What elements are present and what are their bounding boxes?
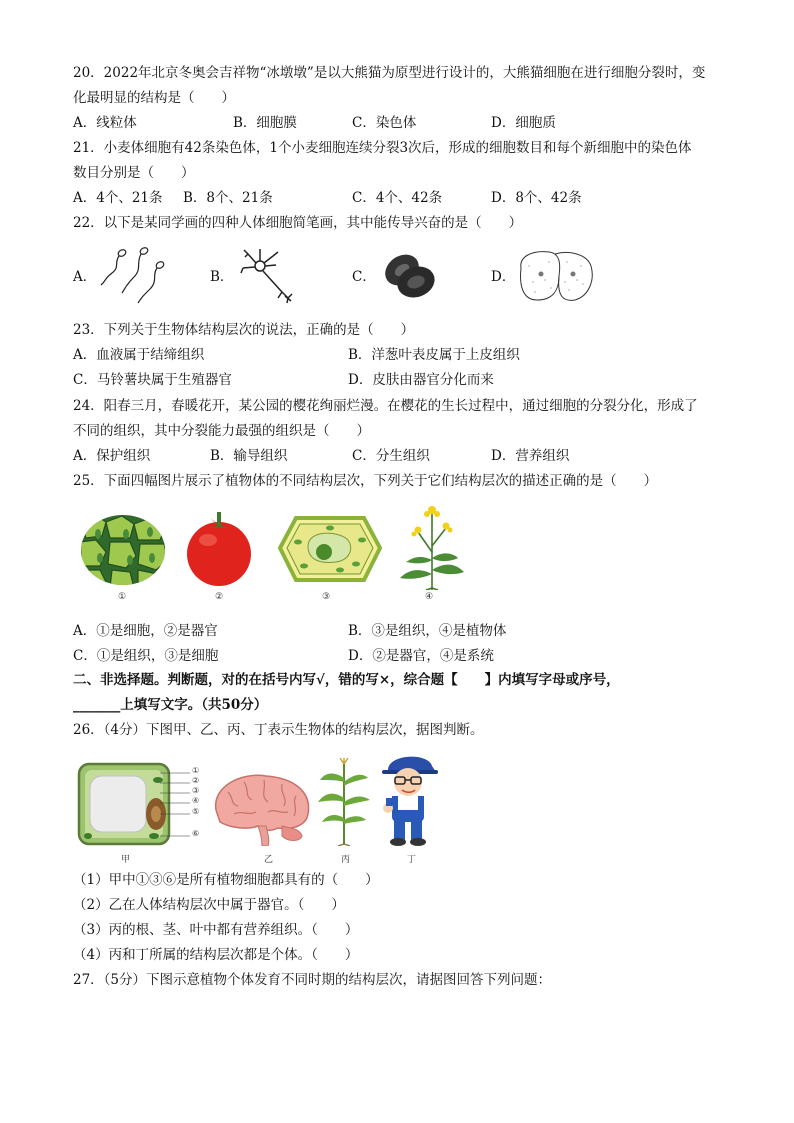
q25-label-4: ④: [425, 592, 434, 602]
q20-option-b: B．细胞膜: [233, 115, 297, 131]
q23-option-c: C．马铃薯块属于生殖器官: [73, 372, 232, 388]
q25-option-d: D．②是器官，④是系统: [348, 648, 494, 664]
q21-option-c: C．4个、42条: [352, 190, 443, 206]
plant-cell-image: [278, 512, 382, 584]
q26-label-jia: 甲: [121, 855, 131, 865]
q20-option-c: C．染色体: [352, 115, 417, 131]
q25-option-c: C．①是组织，③是细胞: [73, 648, 219, 664]
q25-label-3: ③: [322, 592, 331, 602]
q22-stem: 22．以下是某同学画的四种人体细胞简笔画，其中能传导兴奋的是（ ）: [73, 215, 523, 231]
q24-options: [73, 447, 723, 465]
q24-option-b: B．输导组织: [210, 448, 288, 464]
q25-stem: 25．下面四幅图片展示了植物体的不同结构层次，下列关于它们结构层次的描述正确的是（ ）: [73, 473, 658, 489]
q25-option-a: A．①是细胞，②是器官: [73, 623, 218, 639]
q25-options-row1: [73, 622, 723, 640]
q26-label-bing: 丙: [341, 855, 351, 865]
q21-stem-line1: 21．小麦体细胞有42条染色体，1个小麦细胞连续分裂3次后，形成的细胞数目和每个新细胞中的染色体: [73, 140, 692, 156]
cell-diagram-leader-lines: [160, 766, 196, 846]
tomato-image: [180, 508, 258, 588]
q26-sub2: （2）乙在人体结构层次中属于器官。（ ）: [73, 897, 345, 913]
q26-sub3: （3）丙的根、茎、叶中都有营养组织。（ ）: [73, 922, 359, 938]
section2-heading-line2: _______上填写文字。（共50分）: [73, 697, 268, 713]
red-blood-cell-image: [380, 248, 438, 302]
q21-option-b: B．8个、21条: [183, 190, 273, 206]
q20-stem-line1: 20．2022年北京冬奥会吉祥物“冰墩墩”是以大熊猫为原型进行设计的，大熊猫细胞在进行细胞分裂时，变: [73, 65, 706, 81]
sperm-cell-image: [98, 245, 168, 305]
q24-option-c: C．分生组织: [352, 448, 430, 464]
q25-option-b: B．③是组织，④是植物体: [348, 623, 507, 639]
q21-option-d: D．8个、42条: [491, 190, 582, 206]
q23-option-a: A．血液属于结缔组织: [73, 347, 205, 363]
q20-stem-line2: 化最明显的结构是（ ）: [73, 90, 235, 106]
section2-heading-line1: 二、非选择题。判断题，对的在括号内写√，错的写×，综合题【 】内填写字母或序号，: [73, 672, 620, 688]
corn-plant-image: [318, 758, 370, 846]
q22-option-c: C．: [352, 269, 376, 285]
brain-image: [208, 770, 316, 846]
cell-part-1: ①: [192, 766, 200, 775]
q24-stem-line1: 24．阳春三月，春暖花开，某公园的樱花绚丽烂漫。在樱花的生长过程中，通过细胞的分裂分化，形成了: [73, 398, 698, 414]
q23-stem: 23．下列关于生物体结构层次的说法，正确的是（ ）: [73, 322, 415, 338]
q21-stem-line2: 数目分别是（ ）: [73, 165, 195, 181]
q22-option-b: B．: [210, 269, 234, 285]
cell-part-5: ⑤: [192, 807, 200, 816]
q27-stem: 27．（5分）下图示意植物个体发育不同时期的结构层次，请据图回答下列问题：: [73, 972, 552, 988]
q25-label-1: ①: [118, 592, 127, 602]
cell-part-6: ⑥: [192, 829, 200, 838]
q23-options-row2: [73, 371, 723, 389]
cell-part-3: ③: [192, 786, 200, 795]
q24-stem-line2: 不同的组织，其中分裂能力最强的组织是（ ）: [73, 423, 370, 439]
cell-part-2: ②: [192, 776, 200, 785]
q20-option-a: A．线粒体: [73, 115, 137, 131]
leaf-tissue-image: [80, 514, 166, 586]
rapeseed-plant-image: [396, 502, 466, 590]
cell-part-4: ④: [192, 796, 200, 805]
q25-options-row2: [73, 647, 723, 665]
q25-label-2: ②: [215, 592, 224, 602]
q26-sub4: （4）丙和丁所属的结构层次都是个体。（ ）: [73, 947, 359, 963]
q26-sub1: （1）甲中①③⑥是所有植物细胞都具有的（ ）: [73, 872, 379, 888]
q24-option-d: D．营养组织: [491, 448, 570, 464]
boy-cartoon-image: [378, 748, 440, 848]
neuron-image: [240, 246, 295, 304]
q21-option-a: A．4个、21条: [73, 190, 163, 206]
q23-option-b: B．洋葱叶表皮属于上皮组织: [348, 347, 520, 363]
q20-options: [73, 114, 723, 132]
q26-label-ding: 丁: [407, 855, 417, 865]
q22-option-a: A．: [73, 269, 97, 285]
q23-option-d: D．皮肤由器官分化而来: [348, 372, 494, 388]
q21-options: [73, 189, 723, 207]
q26-stem: 26．（4分）下图甲、乙、丙、丁表示生物体的结构层次，据图判断。: [73, 722, 484, 738]
q22-option-d: D．: [491, 269, 516, 285]
epithelial-cell-image: [515, 248, 595, 304]
q24-option-a: A．保护组织: [73, 448, 151, 464]
q23-options-row1: [73, 346, 723, 364]
q26-label-yi: 乙: [264, 855, 274, 865]
q20-option-d: D．细胞质: [491, 115, 556, 131]
